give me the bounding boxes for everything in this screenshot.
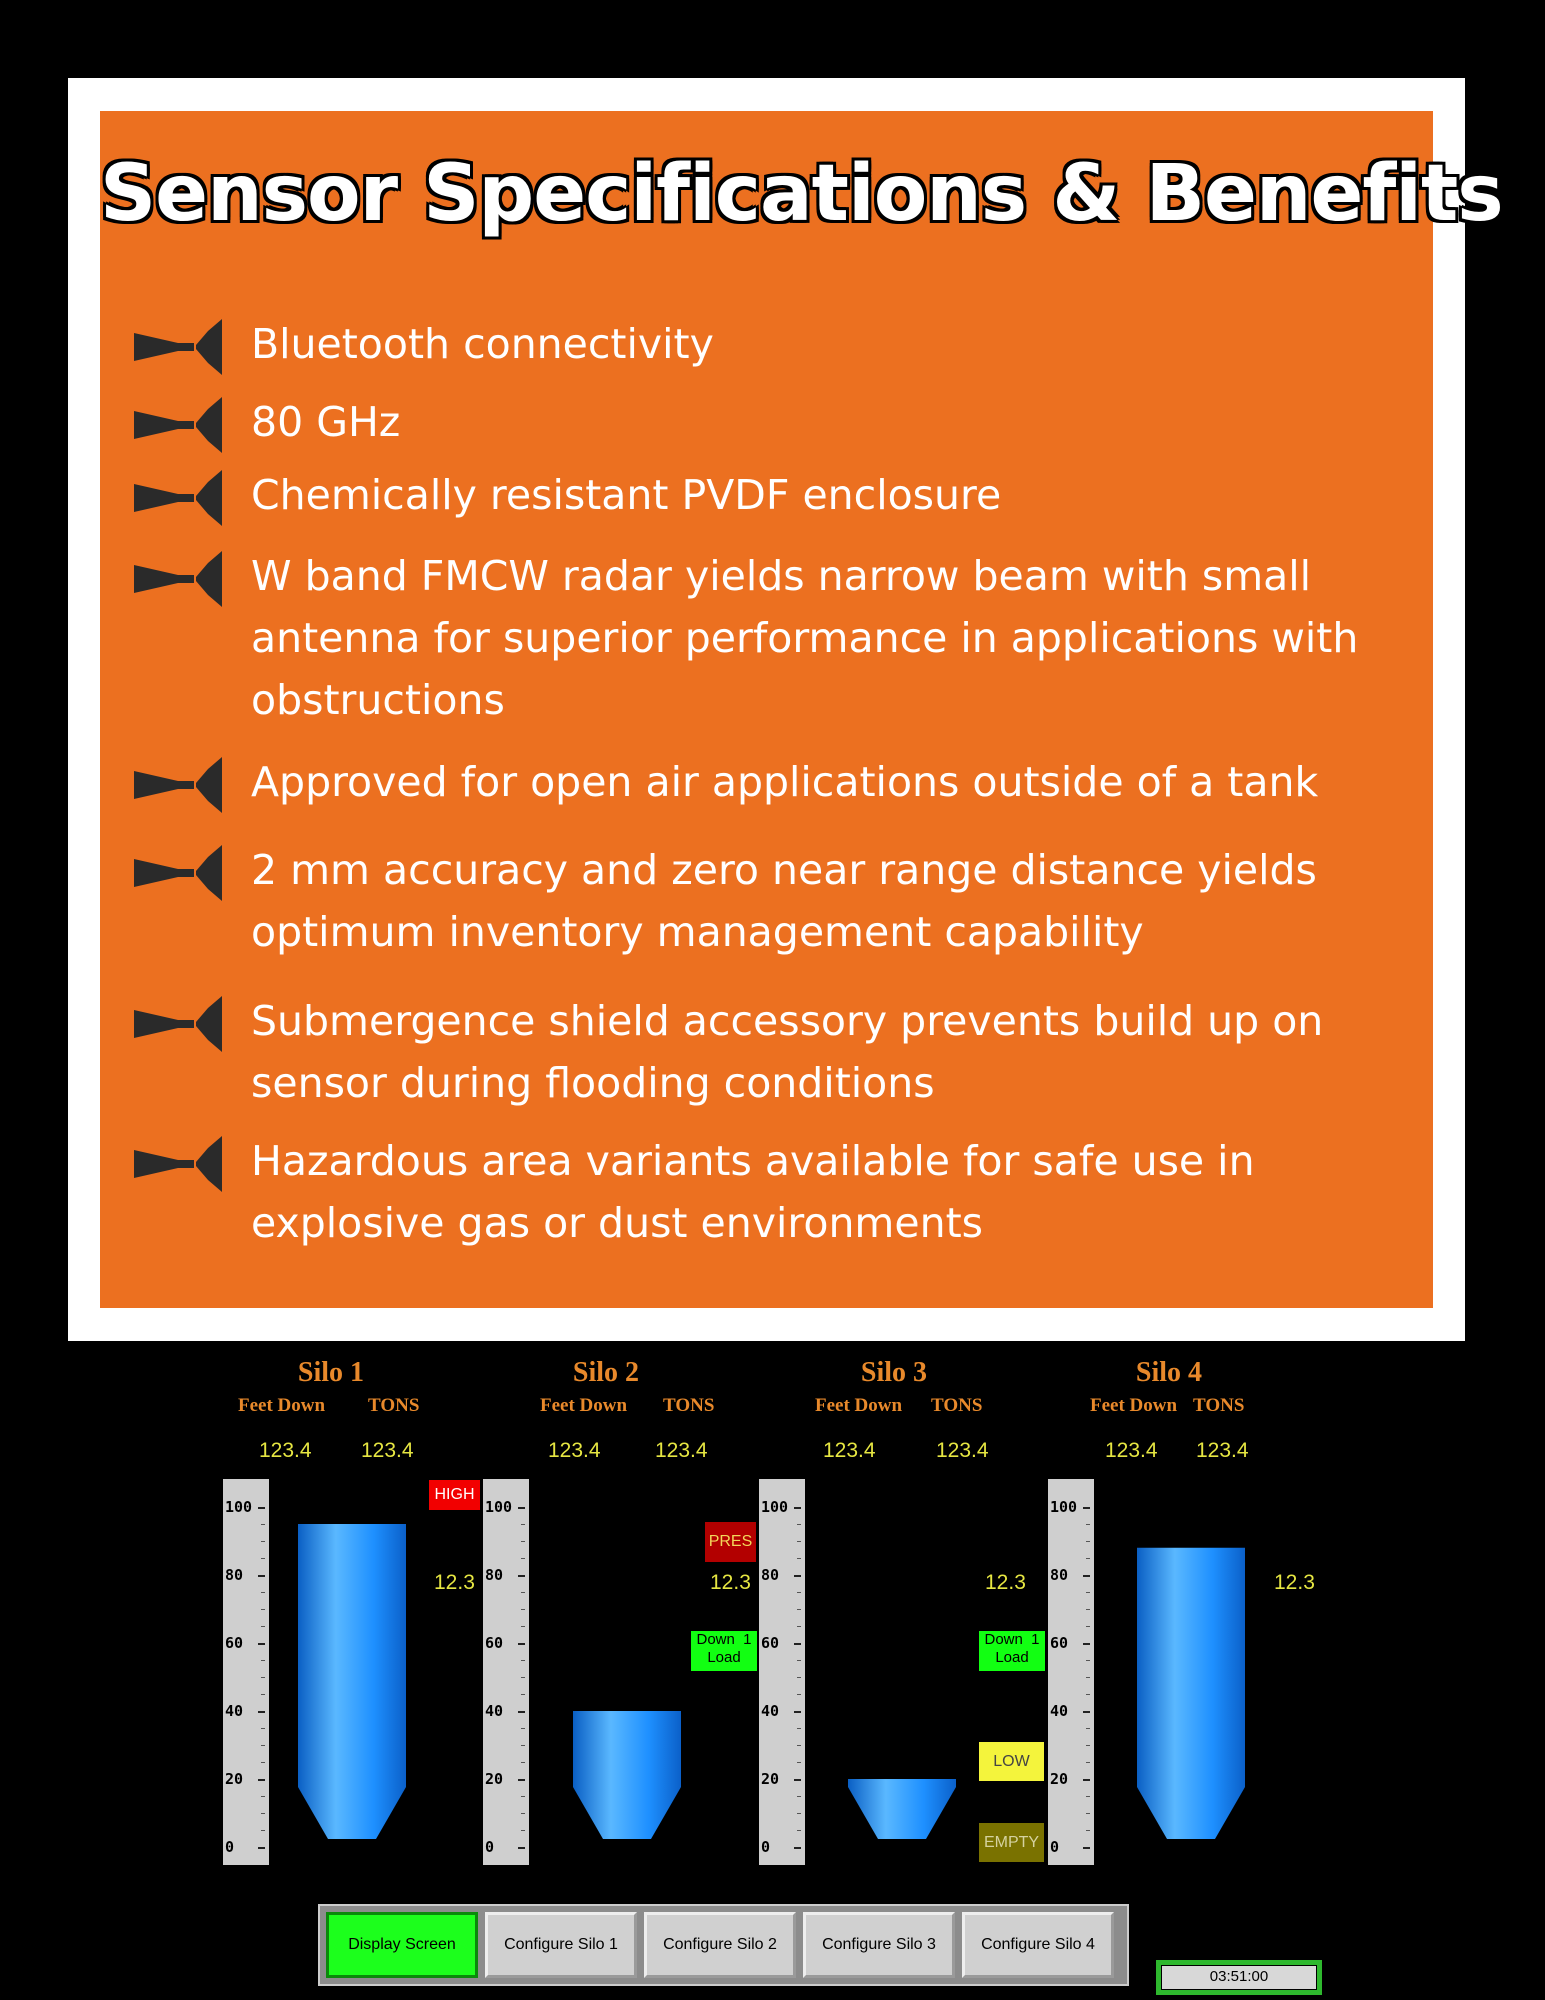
scale-minor-tick (797, 1813, 801, 1814)
scale-minor-tick (521, 1694, 525, 1695)
silo-2-side-value: 12.3 (710, 1571, 751, 1594)
scale-tick-mark (1083, 1711, 1090, 1713)
silo-3-side-value: 12.3 (985, 1571, 1026, 1594)
scale-minor-tick (797, 1728, 801, 1729)
configure-silo-1-button[interactable]: Configure Silo 1 (485, 1912, 637, 1978)
scale-tick-label: 40 (761, 1702, 780, 1720)
silo-1-level (298, 1479, 408, 1865)
scale-tick-mark (258, 1643, 265, 1645)
scale-minor-tick (521, 1524, 525, 1525)
silo-2-feet-label: Feet Down (540, 1395, 628, 1416)
scale-tick-label: 100 (485, 1498, 513, 1516)
scale-minor-tick (521, 1660, 525, 1661)
scale-tick-label: 80 (485, 1566, 504, 1584)
scale-tick-mark (794, 1779, 801, 1781)
scale-minor-tick (797, 1541, 801, 1542)
spec-item-text: 2 mm accuracy and zero near range distance yields optimum inventory management capability (251, 846, 1317, 956)
horn-antenna-icon (134, 317, 222, 377)
clock-time: 03:51:00 (1161, 1965, 1317, 1990)
scale-minor-tick (1086, 1660, 1090, 1661)
silo-3-feet-label: Feet Down (815, 1395, 903, 1416)
silo-2-level (573, 1479, 683, 1865)
scale-minor-tick (261, 1592, 265, 1593)
spec-item-text: Submergence shield accessory prevents build up on sensor during flooding conditions (251, 997, 1324, 1107)
horn-antenna-icon (134, 994, 222, 1054)
scale-tick-label: 40 (485, 1702, 504, 1720)
scale-minor-tick (797, 1626, 801, 1627)
silo-1-feet-value: 123.4 (259, 1439, 312, 1462)
spec-item-text: Chemically resistant PVDF enclosure (251, 471, 1002, 519)
scale-tick-mark (1083, 1575, 1090, 1577)
silo-4-feet-label: Feet Down (1090, 1395, 1178, 1416)
scale-minor-tick (797, 1745, 801, 1746)
spec-item-text: Hazardous area variants available for safe use in explosive gas or dust environments (251, 1137, 1255, 1247)
scale-minor-tick (797, 1796, 801, 1797)
silo-2-tons-label: TONS (663, 1395, 715, 1416)
scale-tick-mark (794, 1507, 801, 1509)
silo-2-pressure-alarm: PRES (704, 1521, 757, 1563)
scale-tick-mark (518, 1575, 525, 1577)
silo-3-tons-label: TONS (931, 1395, 983, 1416)
silo-4-level (1137, 1479, 1247, 1865)
spec-title: Sensor Specifications & Benefits (100, 149, 1503, 239)
clock-display (1156, 1960, 1322, 1995)
scale-minor-tick (261, 1694, 265, 1695)
scale-minor-tick (1086, 1541, 1090, 1542)
scale-tick-label: 40 (1050, 1702, 1069, 1720)
scale-tick-label: 20 (761, 1770, 780, 1788)
silo-1-high-alarm: HIGH (428, 1479, 481, 1511)
silo-3-scale (759, 1479, 805, 1865)
scale-minor-tick (1086, 1558, 1090, 1559)
scale-minor-tick (521, 1762, 525, 1763)
scale-minor-tick (797, 1830, 801, 1831)
silo-3-empty-alarm: EMPTY (978, 1822, 1045, 1863)
scale-tick-label: 20 (485, 1770, 504, 1788)
silo-4-title: Silo 4 (1135, 1357, 1203, 1388)
scale-tick-mark (258, 1507, 265, 1509)
silo-1-feet-label: Feet Down (238, 1395, 326, 1416)
scale-minor-tick (1086, 1677, 1090, 1678)
scale-tick-label: 60 (761, 1634, 780, 1652)
spec-item-text: Approved for open air applications outside of a tank (251, 758, 1319, 806)
scale-minor-tick (1086, 1728, 1090, 1729)
horn-antenna-icon (134, 843, 222, 903)
scale-minor-tick (261, 1609, 265, 1610)
scale-tick-label: 60 (1050, 1634, 1069, 1652)
load-line-1: Down 1 (984, 1631, 1040, 1648)
scale-minor-tick (797, 1762, 801, 1763)
scale-minor-tick (797, 1524, 801, 1525)
scale-tick-mark (258, 1779, 265, 1781)
silo-1-title: Silo 1 (297, 1357, 365, 1388)
scale-tick-label: 100 (225, 1498, 253, 1516)
scale-minor-tick (1086, 1626, 1090, 1627)
configure-silo-2-button[interactable]: Configure Silo 2 (644, 1912, 796, 1978)
silo-4-scale (1048, 1479, 1094, 1865)
load-line-1: Down 1 (696, 1631, 752, 1648)
horn-antenna-icon (134, 1134, 222, 1194)
scale-minor-tick (1086, 1694, 1090, 1695)
scale-minor-tick (261, 1558, 265, 1559)
scale-tick-mark (794, 1711, 801, 1713)
spec-panel (100, 111, 1503, 1308)
silo-fill (573, 1711, 681, 1839)
spec-item-text: 80 GHz (251, 398, 401, 446)
scale-minor-tick (521, 1728, 525, 1729)
scale-minor-tick (521, 1541, 525, 1542)
silo-1-tons-value: 123.4 (361, 1439, 414, 1462)
scale-tick-mark (1083, 1847, 1090, 1849)
scale-minor-tick (797, 1660, 801, 1661)
scale-minor-tick (521, 1796, 525, 1797)
scale-minor-tick (521, 1592, 525, 1593)
silo-1-tons-label: TONS (368, 1395, 420, 1416)
spec-item-text: Bluetooth connectivity (251, 320, 714, 368)
scale-minor-tick (261, 1728, 265, 1729)
silo-4-tons-value: 123.4 (1196, 1439, 1249, 1462)
scale-minor-tick (1086, 1524, 1090, 1525)
scale-minor-tick (797, 1694, 801, 1695)
scale-tick-label: 80 (225, 1566, 244, 1584)
scale-tick-mark (518, 1779, 525, 1781)
scale-minor-tick (261, 1745, 265, 1746)
scale-minor-tick (521, 1830, 525, 1831)
scale-minor-tick (797, 1609, 801, 1610)
scale-minor-tick (1086, 1830, 1090, 1831)
horn-antenna-icon (134, 549, 222, 609)
configure-silo-3-button[interactable]: Configure Silo 3 (803, 1912, 955, 1978)
scale-tick-label: 80 (761, 1566, 780, 1584)
silo-4-tons-label: TONS (1193, 1395, 1245, 1416)
silo-3-tons-value: 123.4 (936, 1439, 989, 1462)
scale-minor-tick (1086, 1762, 1090, 1763)
scale-minor-tick (521, 1609, 525, 1610)
silo-2-scale (483, 1479, 529, 1865)
scale-minor-tick (261, 1830, 265, 1831)
load-line-2: Load (995, 1649, 1029, 1666)
scale-minor-tick (797, 1592, 801, 1593)
scale-minor-tick (797, 1677, 801, 1678)
silo-2-title: Silo 2 (572, 1357, 640, 1388)
scale-tick-label: 0 (761, 1838, 771, 1856)
scale-tick-mark (1083, 1779, 1090, 1781)
scale-minor-tick (261, 1677, 265, 1678)
scale-minor-tick (1086, 1796, 1090, 1797)
horn-antenna-icon (134, 468, 222, 528)
scale-minor-tick (1086, 1609, 1090, 1610)
silo-2-down-load-indicator (690, 1630, 758, 1672)
scale-minor-tick (521, 1813, 525, 1814)
scale-minor-tick (1086, 1813, 1090, 1814)
scale-minor-tick (261, 1524, 265, 1525)
silo-fill (848, 1779, 956, 1839)
load-line-2: Load (707, 1649, 741, 1666)
silo-3-level (848, 1479, 958, 1865)
silo-1-scale (223, 1479, 269, 1865)
configure-silo-4-button[interactable]: Configure Silo 4 (962, 1912, 1114, 1978)
silo-fill (298, 1524, 406, 1839)
scale-minor-tick (521, 1626, 525, 1627)
scale-tick-mark (518, 1847, 525, 1849)
scale-tick-mark (258, 1847, 265, 1849)
scale-minor-tick (261, 1813, 265, 1814)
scale-tick-label: 80 (1050, 1566, 1069, 1584)
scale-tick-label: 100 (1050, 1498, 1078, 1516)
spec-list (100, 111, 1503, 1308)
scale-minor-tick (1086, 1592, 1090, 1593)
scale-tick-mark (518, 1643, 525, 1645)
silo-4-side-value: 12.3 (1274, 1571, 1315, 1594)
scale-minor-tick (261, 1762, 265, 1763)
horn-antenna-icon (134, 395, 222, 455)
scale-minor-tick (521, 1745, 525, 1746)
scale-minor-tick (797, 1558, 801, 1559)
scale-minor-tick (521, 1677, 525, 1678)
scale-minor-tick (261, 1626, 265, 1627)
horn-antenna-icon (134, 755, 222, 815)
silo-hmi (0, 1341, 1545, 2000)
scale-tick-label: 20 (225, 1770, 244, 1788)
scale-tick-mark (258, 1575, 265, 1577)
scale-tick-mark (1083, 1507, 1090, 1509)
scale-tick-label: 0 (1050, 1838, 1060, 1856)
scale-tick-mark (518, 1711, 525, 1713)
scale-minor-tick (261, 1541, 265, 1542)
scale-minor-tick (261, 1660, 265, 1661)
scale-tick-label: 0 (225, 1838, 235, 1856)
silo-3-feet-value: 123.4 (823, 1439, 876, 1462)
silo-fill (1137, 1548, 1245, 1839)
scale-tick-mark (794, 1847, 801, 1849)
scale-tick-label: 60 (485, 1634, 504, 1652)
silo-1-side-value: 12.3 (434, 1571, 475, 1594)
scale-minor-tick (521, 1558, 525, 1559)
scale-tick-mark (1083, 1643, 1090, 1645)
nav-button-bar (318, 1904, 1129, 1986)
scale-minor-tick (1086, 1745, 1090, 1746)
scale-tick-mark (518, 1507, 525, 1509)
silo-3-down-load-indicator (978, 1630, 1046, 1672)
spec-item-text: W band FMCW radar yields narrow beam with small antenna for superior performance in applications with obstructions (251, 552, 1359, 724)
scale-tick-mark (258, 1711, 265, 1713)
scale-tick-label: 100 (761, 1498, 789, 1516)
scale-tick-label: 40 (225, 1702, 244, 1720)
scale-minor-tick (261, 1796, 265, 1797)
display-screen-button[interactable]: Display Screen (326, 1912, 478, 1978)
scale-tick-mark (794, 1643, 801, 1645)
scale-tick-label: 20 (1050, 1770, 1069, 1788)
scale-tick-label: 0 (485, 1838, 495, 1856)
silo-4-feet-value: 123.4 (1105, 1439, 1158, 1462)
silo-2-feet-value: 123.4 (548, 1439, 601, 1462)
silo-3-low-alarm: LOW (978, 1741, 1045, 1782)
silo-3-title: Silo 3 (860, 1357, 928, 1388)
silo-2-tons-value: 123.4 (655, 1439, 708, 1462)
scale-tick-mark (794, 1575, 801, 1577)
scale-tick-label: 60 (225, 1634, 244, 1652)
